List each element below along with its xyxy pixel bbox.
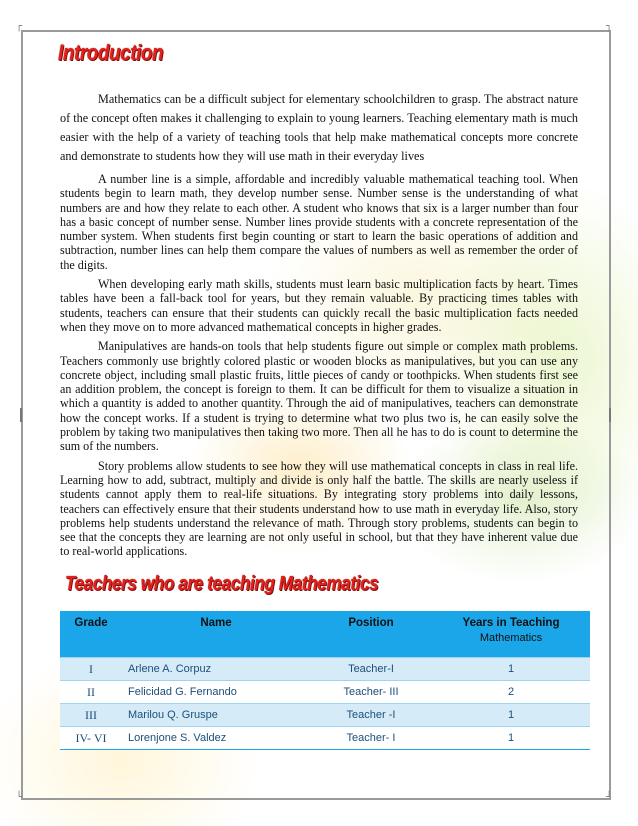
cell-grade: IV- VI bbox=[60, 727, 122, 750]
column-header-years-label: Years in Teaching bbox=[462, 617, 560, 629]
cell-years: 1 bbox=[432, 727, 590, 750]
paragraph: Manipulatives are hands-on tools that help students figure out simple or complex math problems. Teachers commonly use brightly colored plastic or wooden blocks as manipulatives, but you can use any concrete object, including small plastic fruits, little pieces of candy or toothpicks. When students first see an addition problem, the concept is foreign to them. It can be difficult for them to visualize a situation in which a quantity is added to another quantity. Through the aid of manipulatives, teachers can demonstrate how the concept works. If a student is trying to determine what two plus two is, he can easily solve the problem by taking two manipulatives then taking two more. Then all he has to do is count to determine the sum of the numbers. bbox=[60, 339, 578, 454]
table-row bbox=[60, 727, 590, 750]
teachers-heading: Teachers who are teaching Mathematics bbox=[65, 573, 379, 595]
cell-name: Arlene A. Corpuz bbox=[122, 658, 310, 681]
column-header-years bbox=[432, 611, 590, 658]
table-header-row bbox=[60, 611, 590, 658]
border-ornament bbox=[20, 408, 22, 422]
intro-body bbox=[60, 90, 578, 564]
column-header-grade: Grade bbox=[60, 611, 122, 658]
cell-grade: III bbox=[60, 704, 122, 727]
cell-name: Lorenjone S. Valdez bbox=[122, 727, 310, 750]
cell-position: Teacher -I bbox=[310, 704, 432, 727]
cell-grade: I bbox=[60, 658, 122, 681]
table-row bbox=[60, 704, 590, 727]
cell-position: Teacher- I bbox=[310, 727, 432, 750]
corner-ornament-icon: ┌ bbox=[16, 21, 23, 32]
cell-name: Felicidad G. Fernando bbox=[122, 681, 310, 704]
paragraph: A number line is a simple, affordable and incredibly valuable mathematical teaching tool. When students begin to learn math, they develop number sense. Number sense is the understanding of what numbers are and how they relate to each other. A student who knows that six is a larger number than four has a basic concept of number sense. Number lines provide students with a concrete representation of the number system. When students first begin counting or start to learn the basic operations of addition and subtraction, number lines can help them compare the values of numbers as well as remember the order of the digits. bbox=[60, 172, 578, 272]
cell-years: 1 bbox=[432, 704, 590, 727]
cell-position: Teacher- III bbox=[310, 681, 432, 704]
corner-ornament-icon: ┐ bbox=[606, 21, 613, 32]
corner-ornament-icon: ┘ bbox=[606, 792, 613, 803]
paragraph: Mathematics can be a difficult subject for elementary schoolchildren to grasp. The abstract nature of the concept often makes it challenging to explain to young learners. Teaching elementary math is much easier with the help of a variety of teaching tools that help make mathematical concepts more concrete and demonstrate to students how they will use math in their everyday lives bbox=[60, 92, 578, 163]
cell-name: Marilou Q. Gruspe bbox=[122, 704, 310, 727]
corner-ornament-icon: └ bbox=[16, 792, 23, 803]
cell-years: 1 bbox=[432, 658, 590, 681]
column-header-position: Position bbox=[310, 611, 432, 658]
table-row bbox=[60, 658, 590, 681]
cell-grade: II bbox=[60, 681, 122, 704]
border-ornament bbox=[609, 408, 611, 422]
column-header-name: Name bbox=[122, 611, 310, 658]
cell-position: Teacher-I bbox=[310, 658, 432, 681]
teachers-table bbox=[60, 611, 590, 750]
intro-heading: Introduction bbox=[58, 40, 164, 65]
table-row bbox=[60, 681, 590, 704]
paragraph: When developing early math skills, students must learn basic multiplication facts by heart. Times tables have been a fall-back tool for years, but they remain valuable. By practicing times tables with students, teachers can ensure that their students can quickly recall the basic multiplication facts needed when they move on to more advanced mathematical concepts in higher grades. bbox=[60, 277, 578, 334]
paragraph: Story problems allow students to see how they will use mathematical concepts in class in real life. Learning how to add, subtract, multiply and divide is only half the battle. The skills are nearly useless if students cannot apply them to real-life situations. By integrating story problems into daily lessons, teachers can effectively ensure that their students understand how to use math in everyday life. Also, story problems help students understand the relevance of math. Through story problems, students can begin to see that the concepts they are learning are not only useful in school, but that they have inherent value due to real-world applications. bbox=[60, 458, 578, 559]
cell-years: 2 bbox=[432, 681, 590, 704]
column-header-years-sublabel: Mathematics bbox=[479, 632, 543, 644]
